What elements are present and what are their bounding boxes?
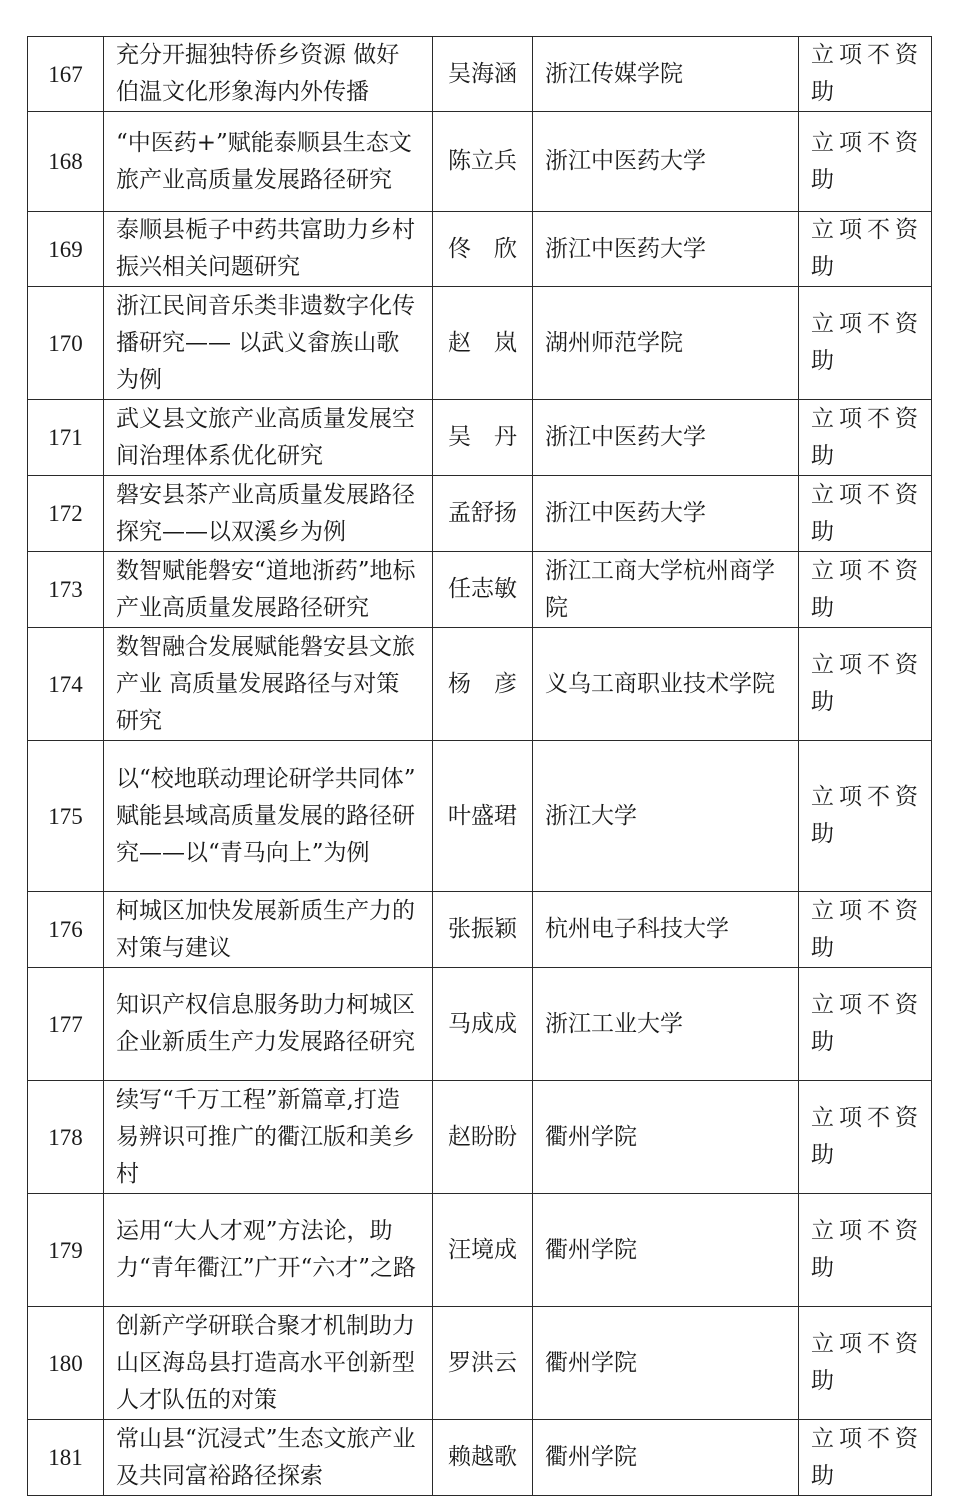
row-number: 167 xyxy=(28,37,104,112)
table-row xyxy=(28,741,932,892)
table-row xyxy=(28,476,932,552)
funding-status: 立项不资助 xyxy=(799,552,932,628)
funding-status: 立项不资助 xyxy=(799,741,932,892)
institution-name: 湖州师范学院 xyxy=(533,287,799,400)
funding-status: 立项不资助 xyxy=(799,628,932,741)
applicant-name: 赵盼盼 xyxy=(433,1081,533,1194)
funding-status: 立项不资助 xyxy=(799,968,932,1081)
table-row xyxy=(28,1081,932,1194)
institution-name: 浙江中医药大学 xyxy=(533,212,799,287)
applicant-name: 吴海涵 xyxy=(433,37,533,112)
funding-status: 立项不资助 xyxy=(799,1420,932,1496)
row-number: 176 xyxy=(28,892,104,968)
table-row xyxy=(28,287,932,400)
project-title: 磐安县茶产业高质量发展路径探究——以双溪乡为例 xyxy=(104,476,433,552)
funding-status: 立项不资助 xyxy=(799,287,932,400)
row-number: 177 xyxy=(28,968,104,1081)
project-title: 创新产学研联合聚才机制助力山区海岛县打造高水平创新型人才队伍的对策 xyxy=(104,1307,433,1420)
table-row xyxy=(28,968,932,1081)
project-title: 浙江民间音乐类非遗数字化传播研究—— 以武义畲族山歌为例 xyxy=(104,287,433,400)
project-title: 充分开掘独特侨乡资源 做好伯温文化形象海内外传播 xyxy=(104,37,433,112)
institution-name: 衢州学院 xyxy=(533,1307,799,1420)
applicant-name: 孟舒扬 xyxy=(433,476,533,552)
institution-name: 衢州学院 xyxy=(533,1194,799,1307)
applicant-name: 任志敏 xyxy=(433,552,533,628)
table-row xyxy=(28,1307,932,1420)
applicant-name: 陈立兵 xyxy=(433,112,533,212)
institution-name: 浙江大学 xyxy=(533,741,799,892)
row-number: 169 xyxy=(28,212,104,287)
applicant-name: 马成成 xyxy=(433,968,533,1081)
funding-status: 立项不资助 xyxy=(799,1081,932,1194)
institution-name: 浙江中医药大学 xyxy=(533,476,799,552)
project-title: 数智赋能磐安“道地浙药”地标产业高质量发展路径研究 xyxy=(104,552,433,628)
project-title: 数智融合发展赋能磐安县文旅产业 高质量发展路径与对策研究 xyxy=(104,628,433,741)
funding-status: 立项不资助 xyxy=(799,476,932,552)
table-row xyxy=(28,552,932,628)
table-row xyxy=(28,37,932,112)
project-title: 武义县文旅产业高质量发展空间治理体系优化研究 xyxy=(104,400,433,476)
project-title: 泰顺县栀子中药共富助力乡村振兴相关问题研究 xyxy=(104,212,433,287)
row-number: 180 xyxy=(28,1307,104,1420)
applicant-name: 赵 岚 xyxy=(433,287,533,400)
row-number: 179 xyxy=(28,1194,104,1307)
table-row xyxy=(28,628,932,741)
applicant-name: 杨 彦 xyxy=(433,628,533,741)
project-title: 续写“千万工程”新篇章,打造易辨识可推广的衢江版和美乡村 xyxy=(104,1081,433,1194)
funding-status: 立项不资助 xyxy=(799,212,932,287)
row-number: 171 xyxy=(28,400,104,476)
project-title: 知识产权信息服务助力柯城区企业新质生产力发展路径研究 xyxy=(104,968,433,1081)
applicant-name: 赖越歌 xyxy=(433,1420,533,1496)
project-title: 柯城区加快发展新质生产力的对策与建议 xyxy=(104,892,433,968)
applicant-name: 罗洪云 xyxy=(433,1307,533,1420)
institution-name: 浙江传媒学院 xyxy=(533,37,799,112)
project-title: 运用“大人才观”方法论，助力“青年衢江”广开“六才”之路 xyxy=(104,1194,433,1307)
institution-name: 义乌工商职业技术学院 xyxy=(533,628,799,741)
row-number: 174 xyxy=(28,628,104,741)
institution-name: 衢州学院 xyxy=(533,1420,799,1496)
table-row xyxy=(28,1420,932,1496)
row-number: 181 xyxy=(28,1420,104,1496)
applicant-name: 汪境成 xyxy=(433,1194,533,1307)
table-row xyxy=(28,212,932,287)
row-number: 178 xyxy=(28,1081,104,1194)
project-title: 常山县“沉浸式”生态文旅产业及共同富裕路径探索 xyxy=(104,1420,433,1496)
row-number: 170 xyxy=(28,287,104,400)
institution-name: 浙江中医药大学 xyxy=(533,112,799,212)
funding-status: 立项不资助 xyxy=(799,400,932,476)
table-row xyxy=(28,112,932,212)
institution-name: 杭州电子科技大学 xyxy=(533,892,799,968)
row-number: 168 xyxy=(28,112,104,212)
funding-status: 立项不资助 xyxy=(799,1194,932,1307)
institution-name: 浙江工商大学杭州商学院 xyxy=(533,552,799,628)
row-number: 172 xyxy=(28,476,104,552)
funding-status: 立项不资助 xyxy=(799,37,932,112)
funding-status: 立项不资助 xyxy=(799,112,932,212)
institution-name: 浙江中医药大学 xyxy=(533,400,799,476)
table-row xyxy=(28,400,932,476)
applicant-name: 叶盛珺 xyxy=(433,741,533,892)
project-title: 以“校地联动理论研学共同体” 赋能县域高质量发展的路径研究——以“青马向上”为例 xyxy=(104,741,433,892)
table-row xyxy=(28,1194,932,1307)
funding-status: 立项不资助 xyxy=(799,1307,932,1420)
applicant-name: 张振颖 xyxy=(433,892,533,968)
row-number: 175 xyxy=(28,741,104,892)
funding-status: 立项不资助 xyxy=(799,892,932,968)
table-row xyxy=(28,892,932,968)
project-table-body xyxy=(28,37,932,1496)
project-title: “中医药+”赋能泰顺县生态文旅产业高质量发展路径研究 xyxy=(104,112,433,212)
row-number: 173 xyxy=(28,552,104,628)
institution-name: 衢州学院 xyxy=(533,1081,799,1194)
project-table xyxy=(27,36,932,1496)
institution-name: 浙江工业大学 xyxy=(533,968,799,1081)
applicant-name: 佟 欣 xyxy=(433,212,533,287)
applicant-name: 吴 丹 xyxy=(433,400,533,476)
